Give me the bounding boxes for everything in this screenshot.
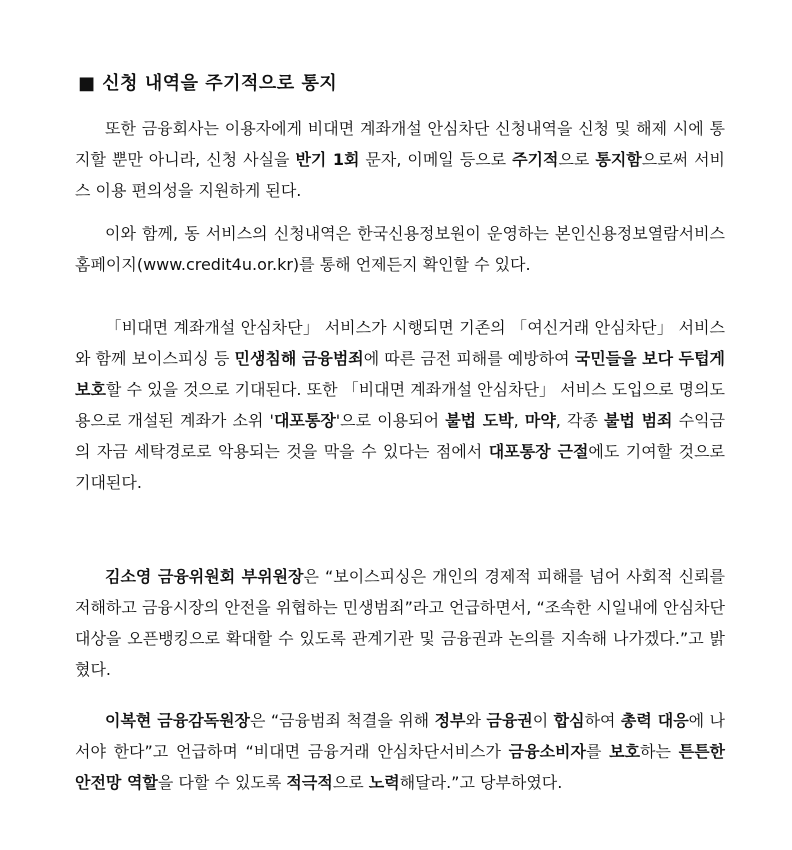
emphasis-text: 대포통장: [273, 411, 336, 430]
body-text: 하는: [640, 742, 679, 761]
emphasis-text: 김소영 금융위원회 부위원장: [105, 567, 304, 586]
emphasis-text: 불법 도박: [445, 411, 514, 430]
body-text: 으로: [332, 773, 369, 792]
body-text: 하여: [584, 711, 621, 730]
body-text: 으로: [558, 150, 596, 169]
emphasis-text: 보호: [609, 742, 641, 761]
body-text: 을 다할 수 있도록: [157, 773, 287, 792]
paragraph-notification: [75, 113, 725, 206]
emphasis-text: 민생침해 금융범죄: [234, 349, 364, 368]
emphasis-text: 대포통장 근절: [488, 442, 589, 461]
emphasis-text: 주기적: [512, 150, 559, 169]
emphasis-text: 금융소비자: [508, 742, 586, 761]
paragraph-credit4u: [75, 218, 725, 280]
body-text: 해달라.”고 당부하였다.: [399, 773, 563, 792]
body-text: 은 “보이스피싱은 개인의 경제적 피해를 넘어 사회적 신뢰를 저해하고 금융시장의 안전을 위협하는 민생범죄”라고 언급하면서, “조속한 시일내에 안심차단 대상을 오픈뱅킹으로 확대할 수 있도록 관계기관 및 금융권과 논의를 지속해 나가겠다.”고 밝혔다.: [75, 567, 725, 679]
body-text: 또한 금융회사는 이용자에게 비대면 계좌개설 안심차단 신청내역을 신청 및 해제 시에 통지할 뿐만 아니라, 신청 사실을: [75, 119, 725, 169]
body-text: 은 “금융범죄 척결을 위해: [250, 711, 435, 730]
body-text: 할 수 있을 것으로 기대된다. 또한 「비대면 계좌개설 안심차단」 서비스 도입으로 명의도용으로 개설된 계좌가 소위 ': [75, 380, 725, 430]
body-text: , 각종: [555, 411, 605, 430]
emphasis-text: 정부: [434, 711, 466, 730]
body-text: 으로써 서비스 이용 편의성을 지원하게 된다.: [75, 150, 726, 200]
body-text: '으로 이용되어: [335, 411, 446, 430]
emphasis-text: 노력: [368, 773, 400, 792]
body-text: 에도 기여할 것으로 기대된다.: [75, 442, 726, 492]
emphasis-text: 마약: [524, 411, 556, 430]
body-text: 이와 함께, 동 서비스의 신청내역은 한국신용정보원이 운영하는 본인신용정보열람서비스 홈페이지(www.credit4u.or.kr)를 통해 언제든지 확인할 수 있다.: [75, 224, 725, 274]
emphasis-text: 총력 대응: [620, 711, 689, 730]
emphasis-text: 튼튼한 안전망 역할: [75, 742, 726, 792]
body-text: 수익금의 자금 세탁경로로 악용되는 것을 막을 수 있다는 점에서: [75, 411, 725, 461]
emphasis-text: 통지함: [595, 150, 642, 169]
body-text: 「비대면 계좌개설 안심차단」 서비스가 시행되면 기존의 「여신거래 안심차단」 서비스와 함께 보이스피싱 등: [75, 318, 725, 368]
body-text: 에 따른 금전 피해를 예방하여: [363, 349, 575, 368]
emphasis-text: 금융권: [486, 711, 533, 730]
body-text: 를: [585, 742, 610, 761]
emphasis-text: 이복현 금융감독원장: [105, 711, 251, 730]
emphasis-text: 국민들을 보다 두텁게 보호: [75, 349, 726, 399]
emphasis-text: 적극적: [286, 773, 333, 792]
emphasis-text: 불법 범죄: [604, 411, 673, 430]
body-text: 이: [532, 711, 554, 730]
paragraph-fsc-quote: [75, 561, 725, 685]
section-heading: ■ 신청 내역을 주기적으로 통지: [78, 73, 338, 94]
paragraph-expected-effect: [75, 312, 725, 498]
body-text: 문자, 이메일 등으로: [359, 150, 513, 169]
emphasis-text: 반기 1회: [295, 150, 360, 169]
emphasis-text: 합심: [553, 711, 585, 730]
body-text: 와: [465, 711, 487, 730]
paragraph-fss-quote: [75, 705, 725, 798]
body-text: ,: [513, 411, 525, 430]
body-text: 에 나서야 한다”고 언급하며 “비대면 금융거래 안심차단서비스가: [75, 711, 725, 761]
